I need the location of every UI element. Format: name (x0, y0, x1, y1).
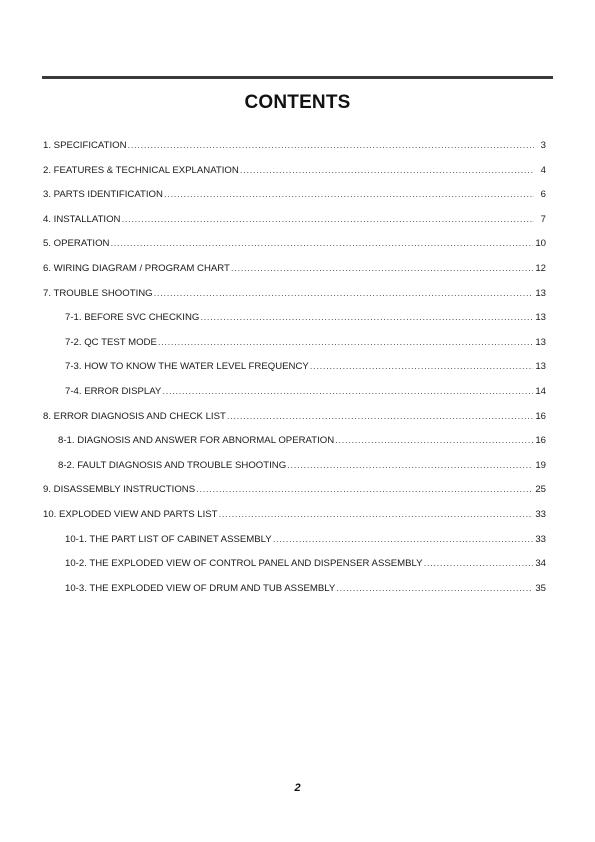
toc-entry-page: 7 (540, 213, 546, 225)
toc-entry-label: 9. DISASSEMBLY INSTRUCTIONS (43, 484, 196, 496)
toc-entry[interactable] (43, 532, 546, 557)
toc-entry[interactable] (43, 163, 546, 188)
page-number: 2 (294, 782, 301, 794)
toc-entry-label: 1. SPECIFICATION (43, 140, 127, 151)
toc-entry[interactable] (43, 335, 546, 360)
toc-entry[interactable] (43, 556, 546, 581)
toc-dot-leader (231, 261, 533, 277)
toc-entry[interactable] (43, 581, 546, 606)
toc-entry-label: 7-2. QC TEST MODE (65, 336, 157, 348)
toc-dot-leader (121, 212, 534, 228)
toc-dot-leader (196, 482, 533, 498)
toc-entry[interactable] (43, 359, 546, 384)
toc-dot-leader (164, 187, 534, 203)
toc-entry[interactable] (43, 458, 546, 483)
toc-entry-page: 25 (535, 484, 546, 496)
page-title: CONTENTS (244, 92, 351, 113)
toc-entry-page: 10 (535, 238, 546, 250)
toc-entry-page: 33 (535, 533, 546, 545)
toc-dot-leader (158, 335, 533, 351)
toc-dot-leader (219, 507, 534, 523)
toc-entry-page: 33 (535, 508, 546, 520)
toc-entry[interactable] (43, 482, 546, 507)
header-rule (42, 76, 553, 79)
toc-entry-page: 14 (535, 385, 546, 397)
toc-entry[interactable] (43, 286, 546, 311)
toc-entry-page: 13 (535, 336, 546, 348)
toc-entry-label: 6. WIRING DIAGRAM / PROGRAM CHART (43, 262, 230, 274)
toc-entry-label: 10. EXPLODED VIEW AND PARTS LIST (43, 508, 218, 520)
toc-entry-page: 34 (535, 558, 546, 570)
table-of-contents (43, 138, 546, 605)
toc-entry[interactable] (43, 384, 546, 409)
toc-dot-leader (110, 236, 533, 252)
toc-entry-label: 8-1. DIAGNOSIS AND ANSWER FOR ABNORMAL OPERATION (58, 435, 335, 447)
toc-entry-label: 7. TROUBLE SHOOTING (43, 287, 153, 299)
toc-entry[interactable] (43, 138, 546, 163)
toc-entry-label: 4. INSTALLATION (43, 213, 121, 225)
toc-entry-page: 6 (540, 189, 546, 201)
toc-entry-label: 8. ERROR DIAGNOSIS AND CHECK LIST (43, 410, 226, 422)
toc-entry-label: 2. FEATURES & TECHNICAL EXPLANATION (43, 164, 239, 176)
toc-entry-label: 7-1. BEFORE SVC CHECKING (65, 312, 200, 324)
toc-entry[interactable] (43, 433, 546, 458)
toc-entry[interactable] (43, 409, 546, 434)
toc-entry-page: 3 (540, 140, 546, 151)
toc-entry-page: 13 (535, 361, 546, 373)
toc-entry-page: 16 (535, 410, 546, 422)
toc-dot-leader (287, 458, 533, 474)
toc-entry-page: 35 (535, 582, 546, 594)
toc-entry[interactable] (43, 310, 546, 335)
toc-dot-leader (273, 532, 534, 548)
toc-dot-leader (128, 138, 534, 154)
toc-entry-label: 10-3. THE EXPLODED VIEW OF DRUM AND TUB ASSEMBLY (65, 582, 336, 594)
toc-entry-label: 7-3. HOW TO KNOW THE WATER LEVEL FREQUENCY (65, 361, 309, 373)
toc-dot-leader (336, 581, 533, 597)
toc-entry[interactable] (43, 187, 546, 212)
toc-dot-leader (200, 310, 533, 326)
toc-entry-label: 5. OPERATION (43, 238, 110, 250)
toc-dot-leader (154, 286, 534, 302)
toc-dot-leader (424, 556, 534, 572)
toc-entry-page: 13 (535, 287, 546, 299)
toc-entry-page: 19 (535, 459, 546, 471)
toc-entry[interactable] (43, 507, 546, 532)
toc-entry-label: 10-2. THE EXPLODED VIEW OF CONTROL PANEL AND DISPENSER ASSEMBLY (65, 558, 423, 570)
toc-entry-label: 8-2. FAULT DIAGNOSIS AND TROUBLE SHOOTING (58, 459, 287, 471)
toc-dot-leader (240, 163, 534, 179)
toc-entry-label: 10-1. THE PART LIST OF CABINET ASSEMBLY (65, 533, 272, 545)
toc-entry[interactable] (43, 261, 546, 286)
toc-entry-label: 7-4. ERROR DISPLAY (65, 385, 162, 397)
toc-dot-leader (227, 409, 533, 425)
toc-entry-page: 12 (535, 262, 546, 274)
toc-entry-page: 4 (540, 164, 546, 176)
toc-entry[interactable] (43, 212, 546, 237)
toc-dot-leader (335, 433, 533, 449)
toc-entry-page: 16 (535, 435, 546, 447)
toc-dot-leader (162, 384, 533, 400)
toc-entry-page: 13 (535, 312, 546, 324)
toc-dot-leader (310, 359, 534, 375)
toc-entry-label: 3. PARTS IDENTIFICATION (43, 189, 163, 201)
toc-entry[interactable] (43, 236, 546, 261)
